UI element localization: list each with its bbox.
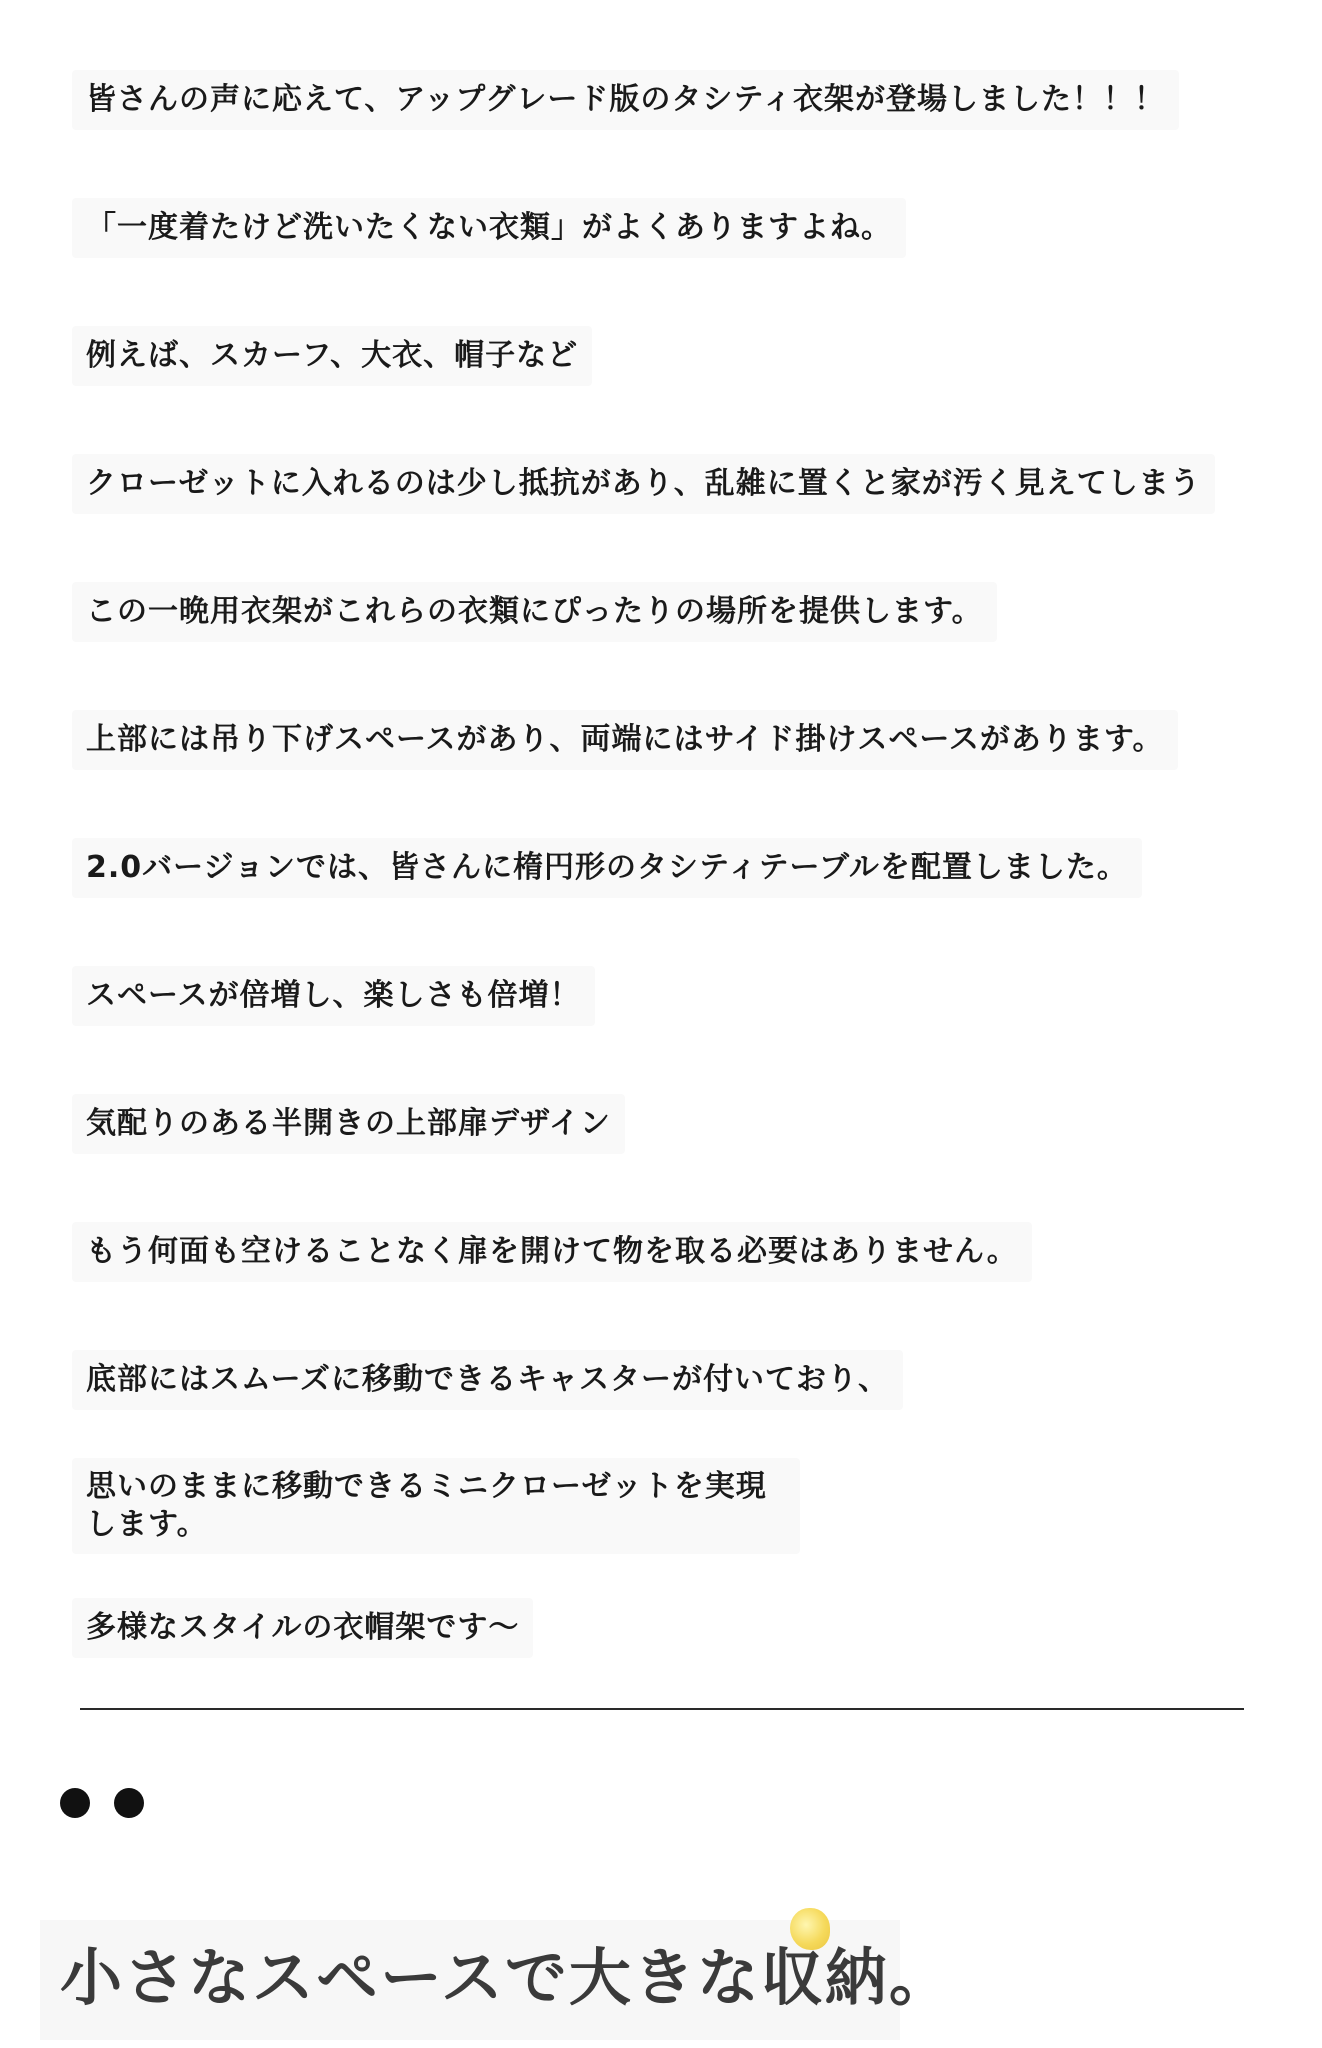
text-line: もう何面も空けることなく扉を開けて物を取る必要はありません。 bbox=[72, 1222, 1032, 1282]
text-line: 上部には吊り下げスペースがあり、両端にはサイド掛けスペースがあります。 bbox=[72, 710, 1178, 770]
section-heading: 小さなスペースで大きな収納。 bbox=[60, 1941, 953, 2014]
section-divider bbox=[80, 1708, 1244, 1710]
decorative-dots bbox=[60, 1788, 144, 1818]
text-line: クローゼットに入れるのは少し抵抗があり、乱雑に置くと家が汚く見えてしまう bbox=[72, 454, 1215, 514]
text-line: この一晩用衣架がこれらの衣類にぴったりの場所を提供します。 bbox=[72, 582, 997, 642]
bullet-dot-icon bbox=[60, 1788, 90, 1818]
text-line: 皆さんの声に応えて、アップグレード版のタシティ衣架が登場しました！！！ bbox=[72, 70, 1179, 130]
bullet-dot-icon bbox=[114, 1788, 144, 1818]
text-line: 2.0バージョンでは、皆さんに楕円形のタシティテーブルを配置しました。 bbox=[72, 838, 1142, 898]
text-line: 多様なスタイルの衣帽架です～ bbox=[72, 1598, 533, 1658]
text-line: 「一度着たけど洗いたくない衣類」がよくありますよね。 bbox=[72, 198, 906, 258]
text-line: 底部にはスムーズに移動できるキャスターが付いており、 bbox=[72, 1350, 903, 1410]
text-line: 思いのままに移動できるミニクローゼットを実現します。 bbox=[72, 1458, 800, 1554]
text-line: スペースが倍増し、楽しさも倍増！ bbox=[72, 966, 595, 1026]
text-line: 気配りのある半開きの上部扉デザイン bbox=[72, 1094, 625, 1154]
text-line: 例えば、スカーフ、大衣、帽子など bbox=[72, 326, 592, 386]
